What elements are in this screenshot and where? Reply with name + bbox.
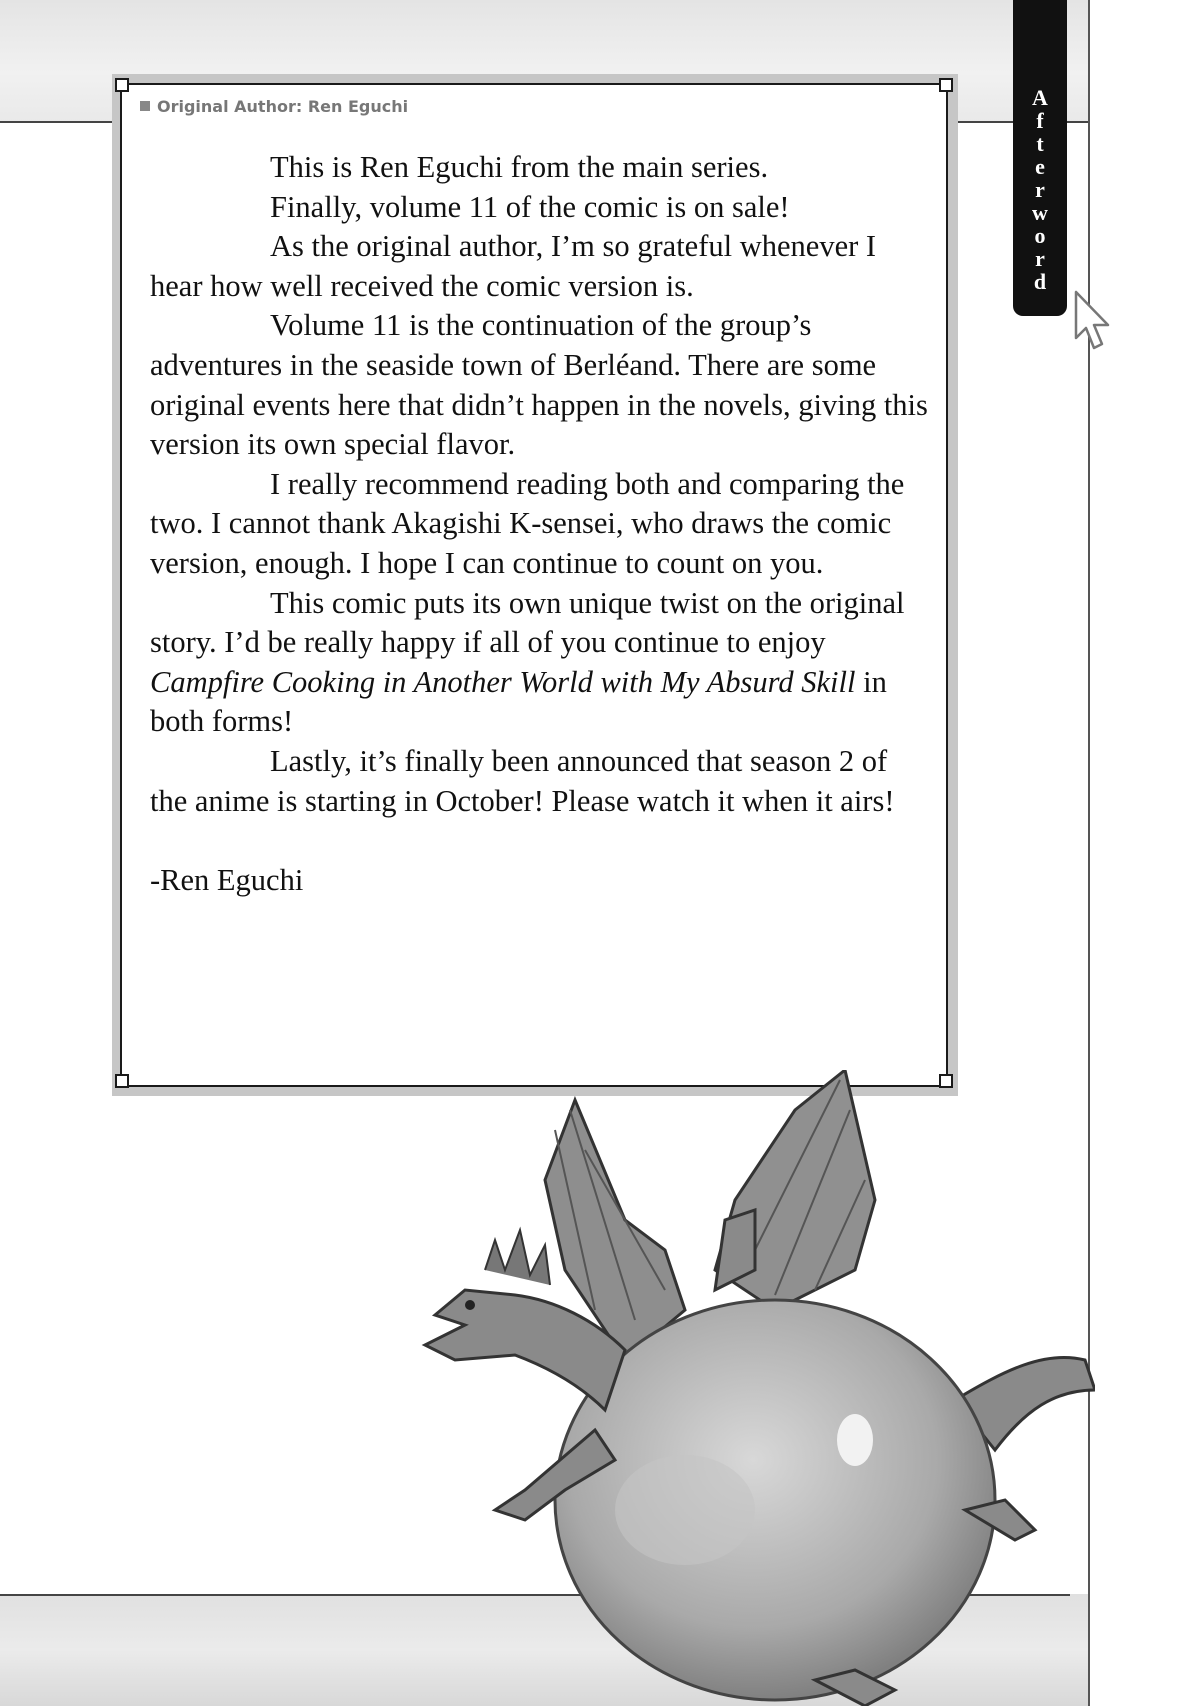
paragraph: This is Ren Eguchi from the main series. [270,150,769,184]
square-bullet-icon [140,101,150,111]
paragraph: As the original author, I’m so grateful whenever I hear how well received the comic version is. [150,229,877,303]
section-label [140,97,408,116]
afterword-body [150,148,930,900]
right-margin [1090,0,1200,1706]
afterword-side-tab[interactable] [1013,0,1067,316]
frame-corner [115,78,129,92]
paragraph: Finally, volume 11 of the comic is on sale! [270,189,790,224]
mouse-pointer-icon [1074,290,1114,360]
frame-corner [939,78,953,92]
book-title: Campfire Cooking in Another World with My Absurd Skill [150,664,856,699]
side-tab-label: A f t e r w o r d [1032,85,1048,294]
dragon-bubble-illustration [395,1070,1095,1706]
paragraph: Volume 11 is the continuation of the group’s adventures in the seaside town of Berléand. There are some original events here that didn’t happen in the novels, giving this version its own special flavor. [150,308,928,462]
frame-corner [115,1074,129,1088]
paragraph: This comic puts its own unique twist on the original story. I’d be really happy if all of you continue to enjoy Campfire Cooking in Another World with My Absurd Skill in both forms! [150,585,905,739]
paragraph: Lastly, it’s finally been announced that season 2 of the anime is starting in October! Please watch it when it airs! [150,743,895,818]
author-label-text: Original Author: Ren Eguchi [157,97,409,116]
signature: -Ren Eguchi [150,862,304,897]
paragraph: I really recommend reading both and comparing the two. I cannot thank Akagishi K-sensei, who draws the comic version, enough. I hope I can continue to count on you. [150,466,905,580]
